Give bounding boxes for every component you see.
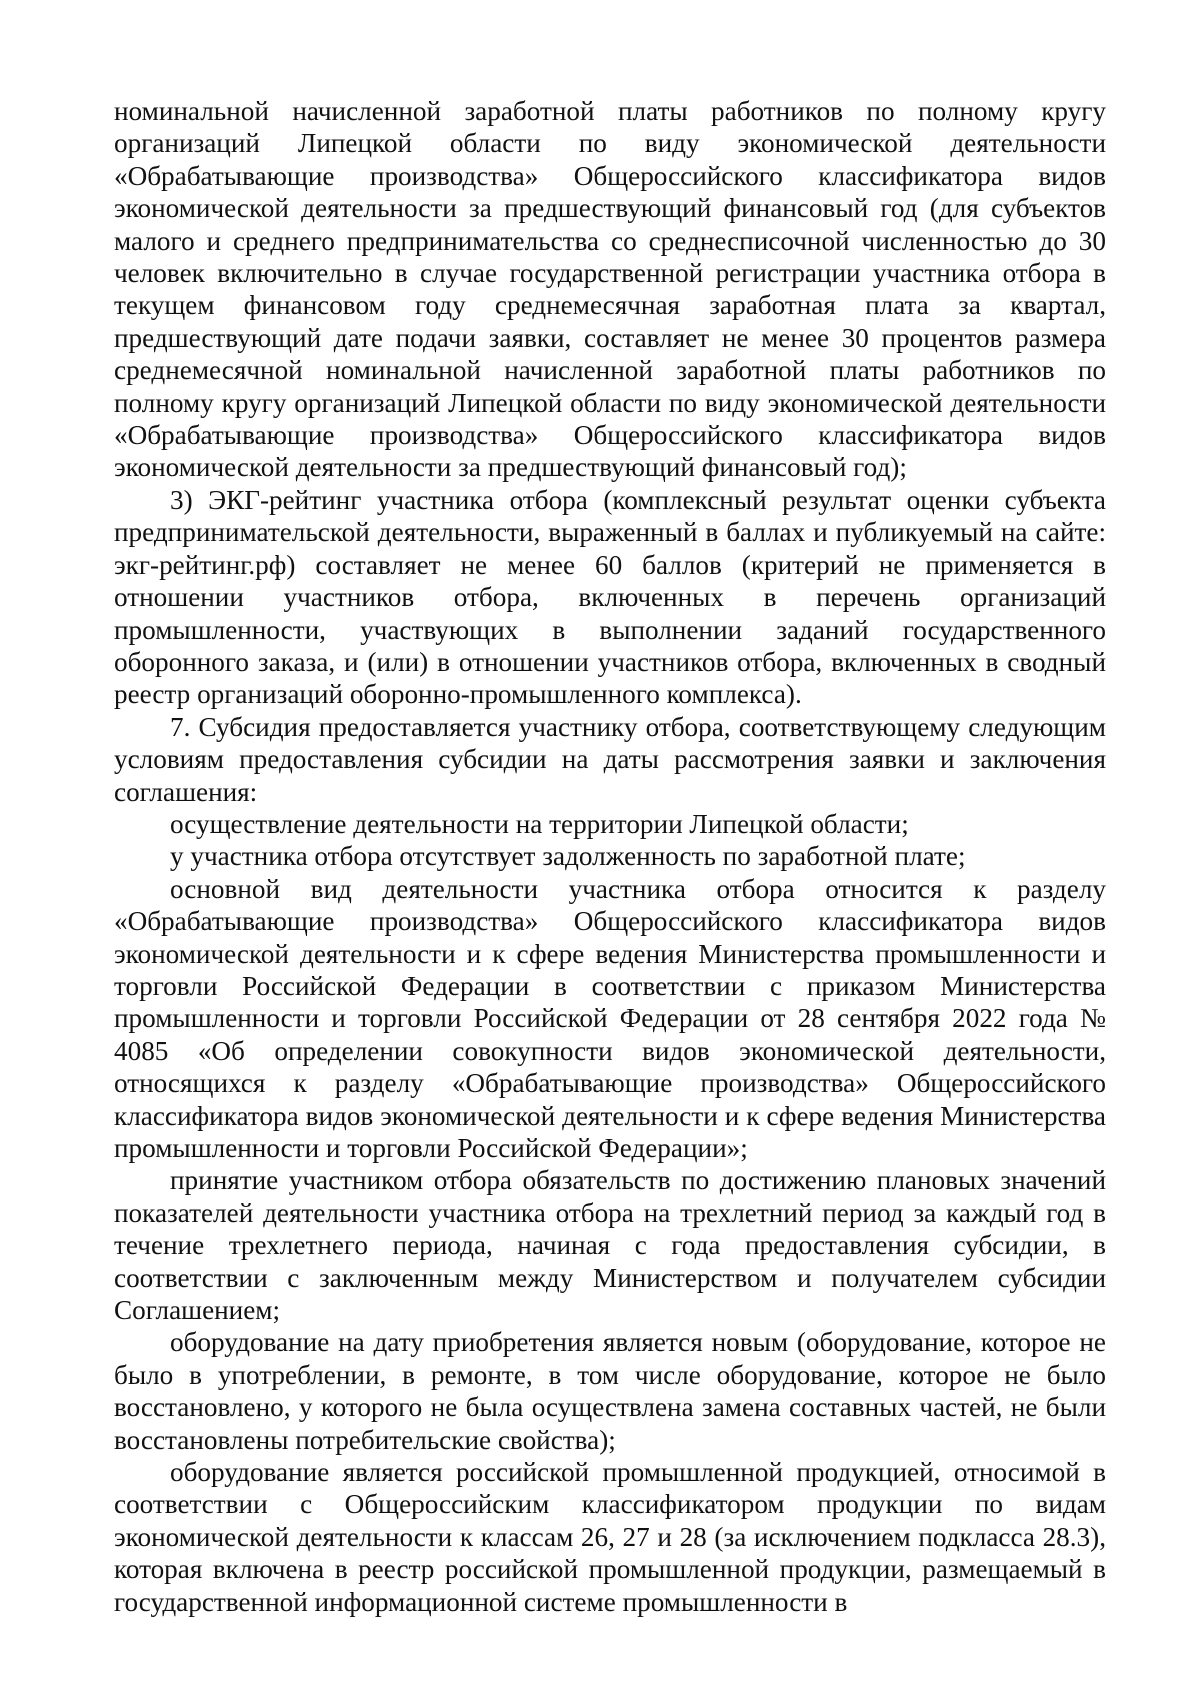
paragraph-obligations: принятие участником отбора обязательств по достижению плановых значений показателей деятельности участника отбора на трехлетний период за каждый год в течение трехлетнего периода, начиная с года предоставления субсидии, в соответствии с заключенным между Министерством и получателем субсидии Соглашением; xyxy=(114,1165,1106,1326)
paragraph-territory: осуществление деятельности на территории Липецкой области; xyxy=(170,808,909,839)
paragraph-subsidy-conditions: 7. Субсидия предоставляется участнику отбора, соответствующему следующим условиям предоставления субсидии на даты рассмотрения заявки и заключения соглашения: xyxy=(114,711,1106,807)
paragraph-main-activity: основной вид деятельности участника отбора относится к разделу «Обрабатывающие производства» Общероссийского классификатора видов экономической деятельности и к сфере ведения Министерства промышленности и торговли Российской Федерации в соответствии с приказом Министерства промышленности и торговли Российской Федерации от 28 сентября 2022 года № 4085 «Об определении совокупности видов экономической деятельности, относящихся к разделу «Обрабатывающие производства» Общероссийского классификатора видов экономической деятельности и к сфере ведения Министерства промышленности и торговли Российской Федерации»; xyxy=(114,873,1106,1163)
paragraph-no-wage-debt: у участника отбора отсутствует задолженность по заработной плате; xyxy=(170,841,966,872)
paragraph-ekg-rating: 3) ЭКГ-рейтинг участника отбора (комплексный результат оценки субъекта предпринимательской деятельности, выраженный в баллах и публикуемый на сайте: экг-рейтинг.рф) составляет не менее 60 баллов (критерий не применяется в отношении участников отбора, включенных в перечень организаций промышленности, участвующих в выполнении заданий государственного оборонного заказа, и (или) в отношении участников отбора, включенных в сводный реестр организаций оборонно-промышленного комплекса). xyxy=(114,484,1106,710)
paragraph-wage-condition-continued: номинальной начисленной заработной платы работников по полному кругу организаций Липецкой области по виду экономической деятельности «Обрабатывающие производства» Общероссийского классификатора видов экономической деятельности за предшествующий финансовый год (для субъектов малого и среднего предпринимательства со среднесписочной численностью до 30 человек включительно в случае государственной регистрации участника отбора в текущем финансовом году среднемесячная заработная плата за квартал, предшествующий дате подачи заявки, составляет не менее 30 процентов размера среднемесячной номинальной начисленной заработной платы работников по полному кругу организаций Липецкой области по виду экономической деятельности «Обрабатывающие производства» Общероссийского классификатора видов экономической деятельности за предшествующий финансовый год); xyxy=(114,96,1106,483)
document-body xyxy=(114,95,1106,1618)
paragraph-new-equipment: оборудование на дату приобретения является новым (оборудование, которое не было в употреблении, в ремонте, в том числе оборудование, которое не было восстановлено, у которого не была осуществлена замена составных частей, не были восстановлены потребительские свойства); xyxy=(114,1327,1106,1455)
paragraph-russian-equipment: оборудование является российской промышленной продукцией, относимой в соответствии с Общероссийским классификатором продукции по видам экономической деятельности к классам 26, 27 и 28 (за исключением подкласса 28.3), которая включена в реестр российской промышленной продукции, размещаемый в государственной информационной системе промышленности в xyxy=(114,1457,1106,1617)
